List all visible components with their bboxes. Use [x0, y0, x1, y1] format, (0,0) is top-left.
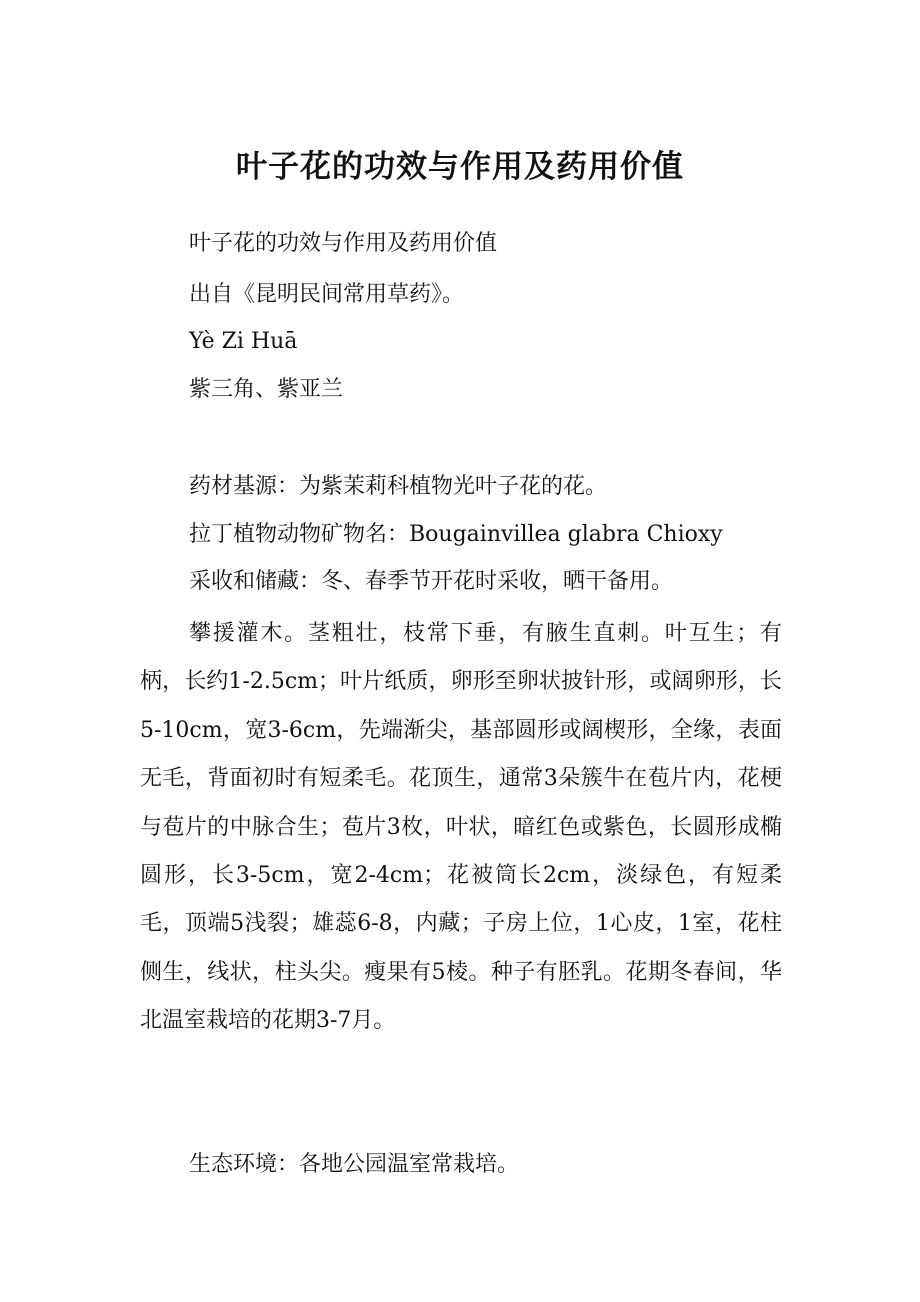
- pinyin-line: Yè Zi Huā: [189, 329, 298, 354]
- aliases-line: 紫三角、紫亚兰: [189, 377, 344, 402]
- latin-name-line: 拉丁植物动物矿物名：Bougainvillea glabra Chioxy: [189, 522, 723, 547]
- harvest-line: 采收和储藏：冬、春季节开花时采收，晒干备用。: [189, 569, 674, 594]
- ecology-line: 生态环境：各地公园温室常栽培。: [189, 1152, 520, 1177]
- source-line: 出自《昆明民间常用草药》。: [189, 282, 465, 307]
- document-title: 叶子花的功效与作用及药用价值: [236, 149, 684, 185]
- subtitle-line: 叶子花的功效与作用及药用价值: [189, 231, 498, 256]
- description-paragraph: 攀援灌木。茎粗壮，枝常下垂，有腋生直刺。叶互生；有柄，长约1-2.5cm；叶片纸质，卵形至卵状披针形，或阔卵形，长5-10cm，宽3-6cm，先端渐尖，基部圆形或阔楔形，全缘，表面无毛，背面初时有短柔毛。花顶生，通常3朵簇牛在苞片内，花梗与苞片的中脉合生；苞片3枚，叶状，暗红色或紫色，长圆形成椭圆形，长3-5cm，宽2-4cm；花被筒长2cm，淡绿色，有短柔毛，顶端5浅裂；雄蕊6-8，内藏；子房上位，1心皮，1室，花柱侧生，线状，柱头尖。瘦果有5棱。种子有胚乳。花期冬春间，华北温室栽培的花期3-7月。: [140, 621, 782, 1034]
- origin-line: 药材基源：为紫茉莉科植物光叶子花的花。: [189, 474, 608, 499]
